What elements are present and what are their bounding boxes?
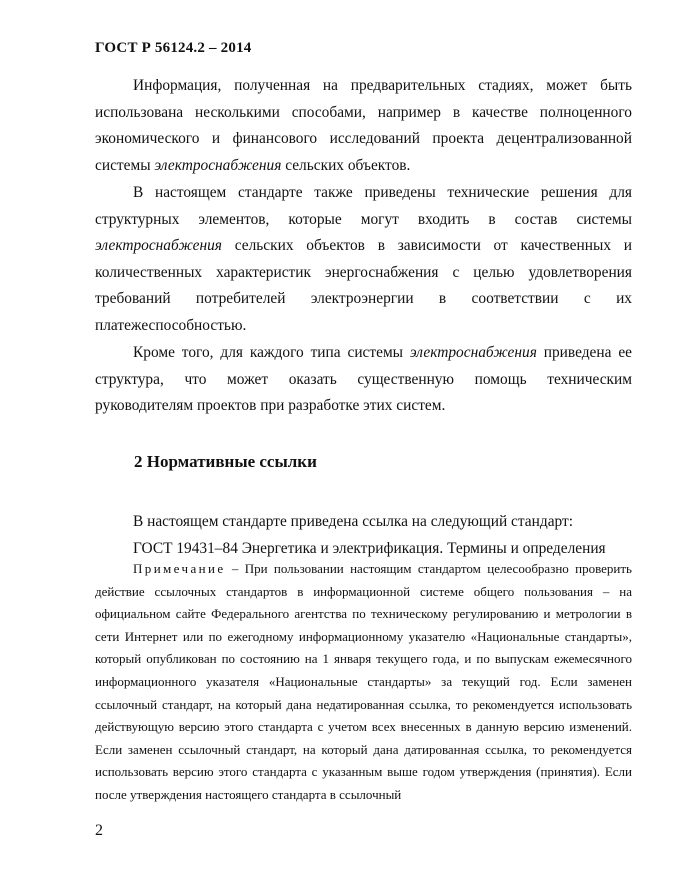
references-block — [95, 508, 632, 562]
page-number: 2 — [95, 822, 103, 839]
paragraph-1-italic: электроснабжения — [154, 156, 282, 174]
paragraph-1-tail: сельских объектов. — [281, 156, 411, 174]
note-label: Примечание — [133, 561, 226, 576]
note-text: – При пользовании настоящим стандартом целесообразно проверить действие ссылочных стандартов в информационной системе общего пользования – на официальном сайте Федерального агентства по техническому регулированию и метрологии в сети Интернет или по ежегодному информационному указателю «Национальные стандарты», который опубликован по состоянию на 1 января текущего года, и по выпускам ежемесячного информационного указателя «Национальные стандарты» за текущий год. Если заменен ссылочный стандарт, на который дана недатированная ссылка, то рекомендуется использовать действующую версию этого стандарта с учетом всех внесенных в данную версию изменений. Если заменен ссылочный стандарт, на который дана датированная ссылка, то рекомендуется использовать версию этого стандарта с указанным выше годом утверждения (принятия). Если после утверждения настоящего стандарта в ссылочный — [95, 561, 632, 802]
paragraph-2 — [95, 180, 632, 339]
paragraph-3-tail: приведена ее структура, что может оказать существенную помощь техническим руководителям проектов при разработке этих систем. — [95, 344, 632, 414]
paragraph-3 — [95, 340, 632, 420]
section-title: 2 Нормативные ссылки — [134, 452, 317, 471]
paragraph-2-tail: сельских объектов в зависимости от качественных и количественных характеристик энергоснабжения с целью удовлетворения требований потребителей электроэнергии в соответствии с их платежеспособностью. — [95, 237, 632, 334]
references-intro: В настоящем стандарте приведена ссылка на следующий стандарт: — [133, 513, 574, 530]
reference-item: ГОСТ 19431–84 Энергетика и электрификация. Термины и определения — [133, 540, 606, 557]
note-block — [95, 558, 632, 807]
page-header: ГОСТ Р 56124.2 – 2014 — [95, 40, 252, 56]
paragraph-3-text: Кроме того, для каждого типа системы — [133, 344, 410, 361]
paragraph-3-italic: электроснабжения — [409, 344, 537, 361]
paragraph-2-italic: электроснабжения — [95, 237, 222, 254]
paragraph-2-text: В настоящем стандарте также приведены технические решения для структурных элементов, которые могут входить в состав системы — [95, 184, 632, 228]
paragraph-1-text: Информация, полученная на предварительных стадиях, может быть использована несколькими способами, например в качестве полноценного экономического и финансового исследований проекта децентрализованной системы — [95, 77, 632, 174]
paragraph-1 — [95, 73, 632, 179]
